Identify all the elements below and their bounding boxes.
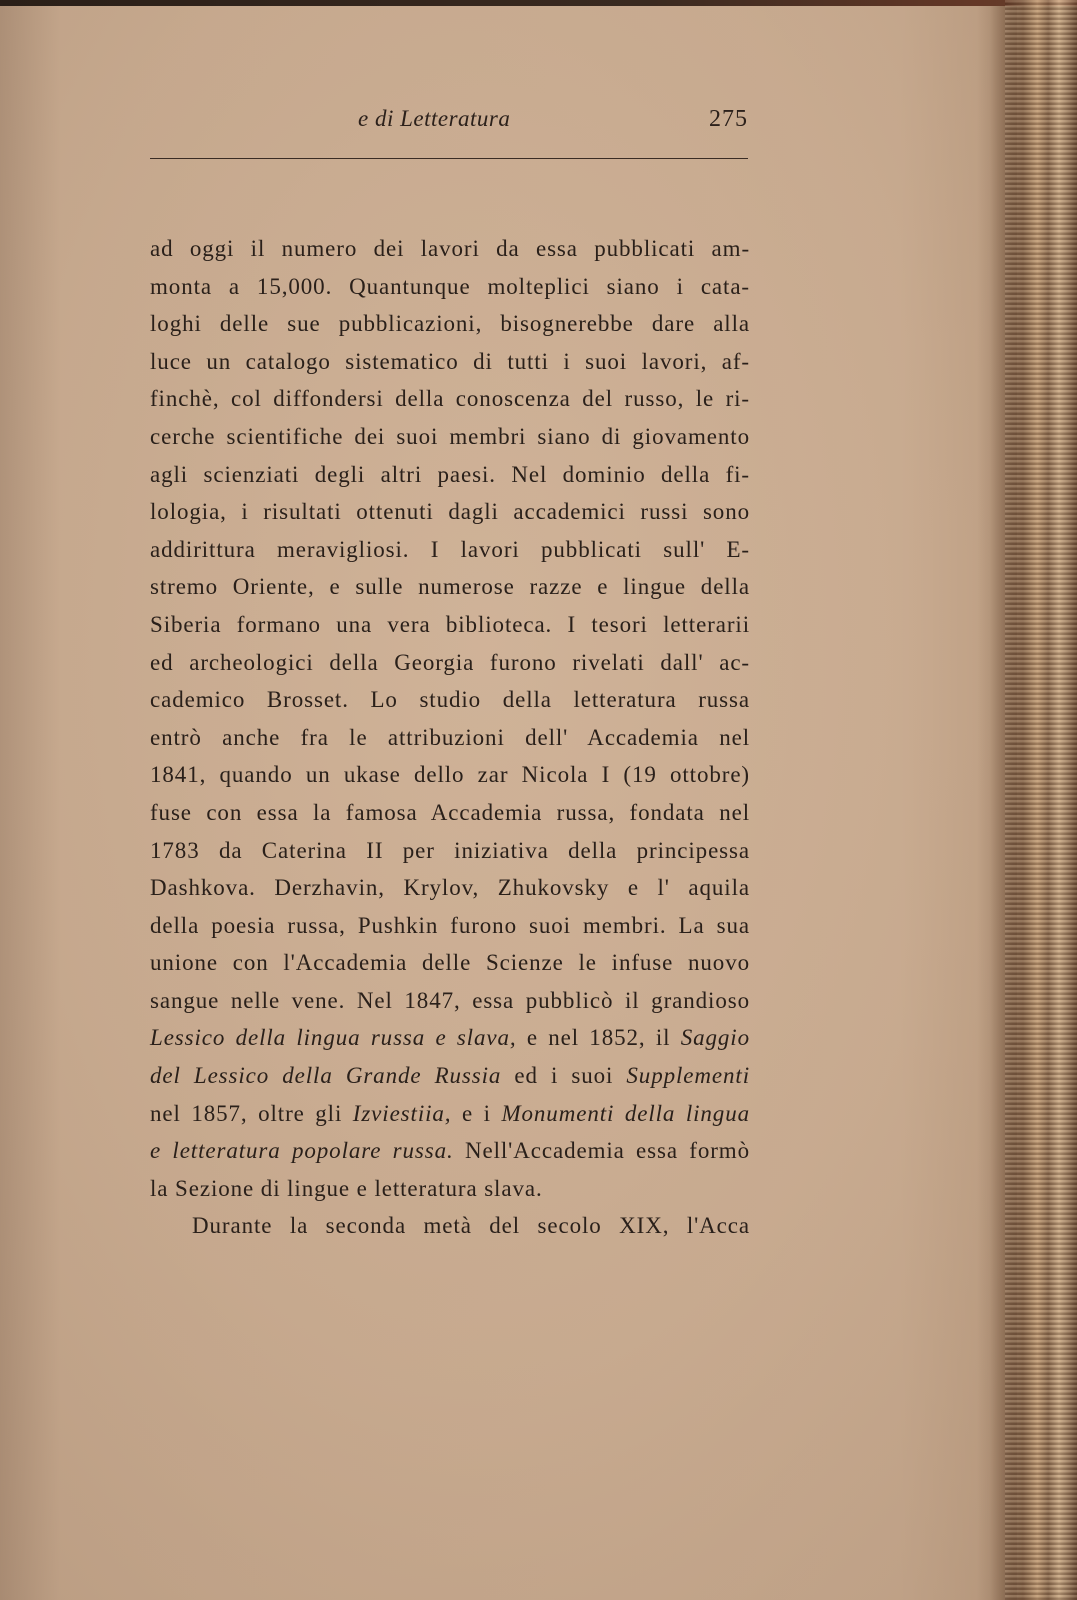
header-rule (150, 158, 748, 159)
text-line-19: della poesia russa, Pushkin furono suoi membri. La sua (150, 912, 750, 938)
text-line-13: cademico Brosset. Lo studio della letteratura russa (150, 687, 750, 713)
book-fore-edge (1005, 0, 1077, 1600)
title-izviestiia: Izviestiia, (352, 1100, 452, 1126)
text-line-12: ed archeologici della Georgia furono rivelati dall' ac- (150, 649, 750, 675)
title-lessico-grande-russia: del Lessico della Grande Russia (150, 1063, 502, 1089)
text-segment: Nell'Accademia essa formò (453, 1138, 750, 1164)
page-number: 275 (709, 106, 748, 132)
page-top-edge (0, 0, 1077, 6)
page-header (148, 106, 748, 140)
text-segment: e nel 1852, il (516, 1025, 681, 1051)
text-line-5: finchè, col diffondersi della conoscenza del russo, le ri- (150, 386, 750, 412)
text-line-21: sangue nelle vene. Nel 1847, essa pubblicò il grandioso (150, 987, 750, 1013)
body-text (150, 230, 750, 1245)
text-line-3: loghi delle sue pubblicazioni, bisognerebbe dare alla (150, 311, 750, 337)
text-line-18: Dashkova. Derzhavin, Krylov, Zhukovsky e l' aquila (150, 875, 750, 901)
text-line-14: entrò anche fra le attribuzioni dell' Accademia nel (150, 724, 750, 750)
text-line-27: Durante la seconda metà del secolo XIX, l'Acca (192, 1213, 750, 1239)
running-head: e di Letteratura (358, 106, 511, 131)
text-line-8: lologia, i risultati ottenuti dagli accademici russi sono (150, 499, 750, 525)
text-line-22 (150, 1019, 750, 1057)
text-line-26: la Sezione di lingue e letteratura slava. (150, 1175, 543, 1201)
title-monumenti: Monumenti della lingua (501, 1100, 751, 1126)
text-line-20: unione con l'Accademia delle Scienze le infuse nuovo (150, 950, 750, 976)
text-line-9: addirittura meravigliosi. I lavori pubblicati sull' E- (150, 536, 750, 562)
text-segment: ed i suoi (501, 1063, 627, 1089)
text-line-2: monta a 15,000. Quantunque molteplici siano i cata- (150, 273, 750, 299)
title-supplementi: Supplementi (626, 1063, 750, 1089)
title-lessico: Lessico della lingua russa e slava, (150, 1025, 517, 1051)
text-line-10: stremo Oriente, e sulle numerose razze e lingue della (150, 574, 750, 600)
text-line-7: agli scienziati degli altri paesi. Nel dominio della fi- (150, 461, 750, 487)
text-line-25 (150, 1132, 750, 1170)
text-line-15: 1841, quando un ukase dello zar Nicola I (19 ottobre) (150, 762, 750, 788)
title-saggio: Saggio (680, 1025, 750, 1051)
text-line-16: fuse con essa la famosa Accademia russa, fondata nel (150, 799, 750, 825)
text-line-17: 1783 da Caterina II per iniziativa della principessa (150, 837, 750, 863)
text-line-24 (150, 1095, 750, 1133)
text-line-6: cerche scientifiche dei suoi membri siano di giovamento (150, 423, 750, 449)
text-line-4: luce un catalogo sistematico di tutti i suoi lavori, af- (150, 348, 750, 374)
text-line-23 (150, 1057, 750, 1095)
text-segment: nel 1857, oltre gli (150, 1100, 353, 1126)
title-letteratura-popolare: e letteratura popolare russa. (150, 1138, 454, 1164)
text-line-1: ad oggi il numero dei lavori da essa pubblicati am- (150, 236, 750, 261)
text-line-11: Siberia formano una vera biblioteca. I tesori letterarii (150, 611, 750, 637)
text-segment: e i (451, 1100, 502, 1126)
